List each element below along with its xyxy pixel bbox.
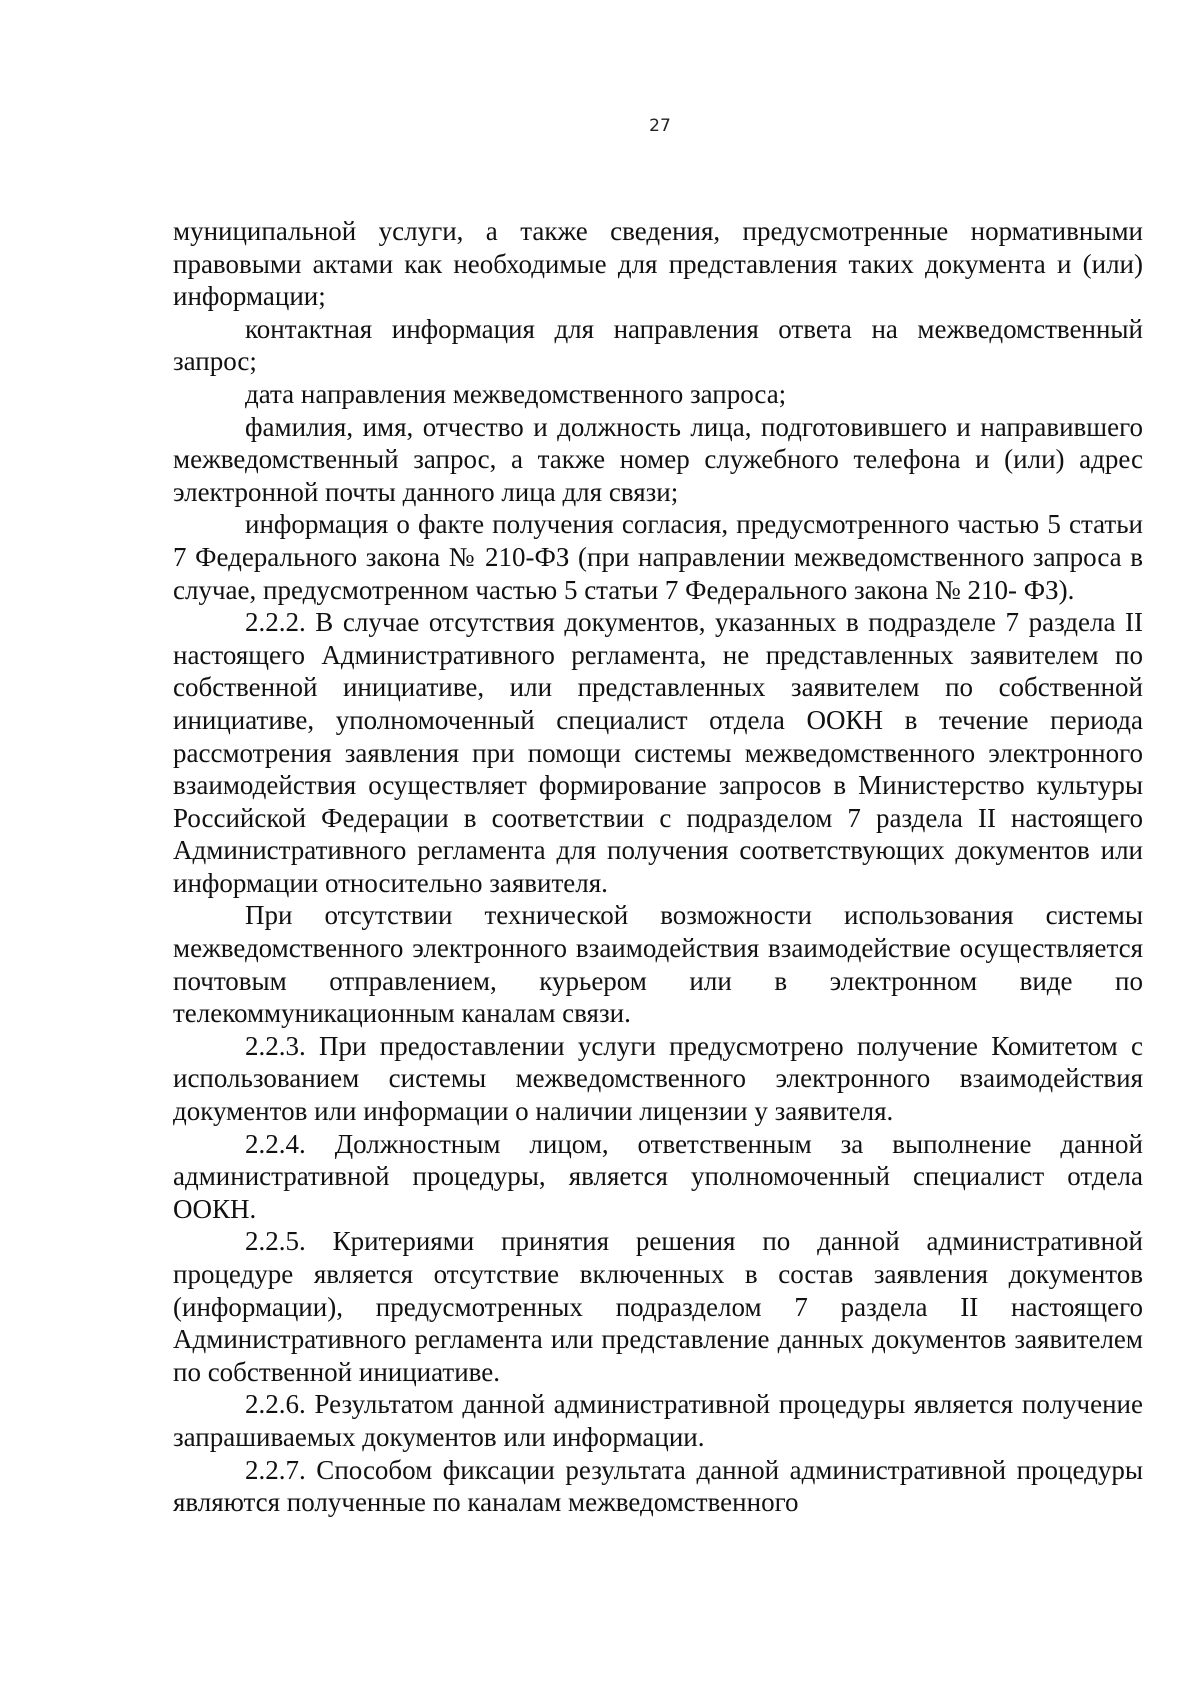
- paragraph-continuation: муниципальной услуги, а также сведения, предусмотренные нормативными правовыми актами как необходимые для представления таких документа и (или) информации;: [173, 216, 1143, 312]
- page-number: 27: [649, 116, 671, 136]
- paragraph-responsible-person: фамилия, имя, отчество и должность лица, подготовившего и направившего межведомственный запрос, а также номер служебного телефона и (или) адрес электронной почты данного лица для связи;: [173, 411, 1143, 507]
- paragraph-consent-info: информация о факте получения согласия, предусмотренного частью 5 статьи 7 Федерального закона № 210-ФЗ (при направлении межведомственного запроса в случае, предусмотренном частью 5 статьи 7 Федерального закона № 210- ФЗ).: [173, 509, 1143, 605]
- paragraph-contact-info: контактная информация для направления ответа на межведомственный запрос;: [173, 313, 1143, 377]
- paragraph-no-technical-capability: При отсутствии технической возможности использования системы межведомственного электронного взаимодействия взаимодействие осуществляется почтовым отправлением, курьером или в электронном виде по телекоммуникационным каналам связи.: [173, 900, 1143, 1029]
- paragraph-2-2-5: 2.2.5. Критериями принятия решения по данной административной процедуре является отсутствие включенных в состав заявления документов (информации), предусмотренных подразделом 7 раздела II настоящего Административного регламента или представление данных документов заявителем по собственной инициативе.: [173, 1226, 1143, 1387]
- paragraph-2-2-3: 2.2.3. При предоставлении услуги предусмотрено получение Комитетом с использованием системы межведомственного электронного взаимодействия документов или информации о наличии лицензии у заявителя.: [173, 1030, 1143, 1127]
- paragraph-request-date: дата направления межведомственного запроса;: [245, 378, 787, 409]
- paragraph-2-2-4: 2.2.4. Должностным лицом, ответственным за выполнение данной административной процедуры, является уполномоченный специалист отдела ООКН.: [173, 1128, 1143, 1224]
- paragraph-2-2-6: 2.2.6. Результатом данной административной процедуры является получение запрашиваемых документов или информации.: [173, 1389, 1143, 1452]
- paragraph-2-2-2: 2.2.2. В случае отсутствия документов, указанных в подразделе 7 раздела II настоящего Административного регламента, не представленных заявителем по собственной инициативе, или представленных заявителем по собственной инициативе, уполномоченный специалист отдела ООКН в течение периода рассмотрения заявления при помощи системы межведомственного электронного взаимодействия осуществляет формирование запросов в Министерство культуры Российской Федерации в соответствии с подразделом 7 раздела II настоящего Административного регламента для получения соответствующих документов или информации относительно заявителя.: [173, 607, 1143, 898]
- paragraph-2-2-7: 2.2.7. Способом фиксации результата данной административной процедуры являются полученные по каналам межведомственного: [173, 1454, 1143, 1518]
- document-body: [173, 215, 1143, 1519]
